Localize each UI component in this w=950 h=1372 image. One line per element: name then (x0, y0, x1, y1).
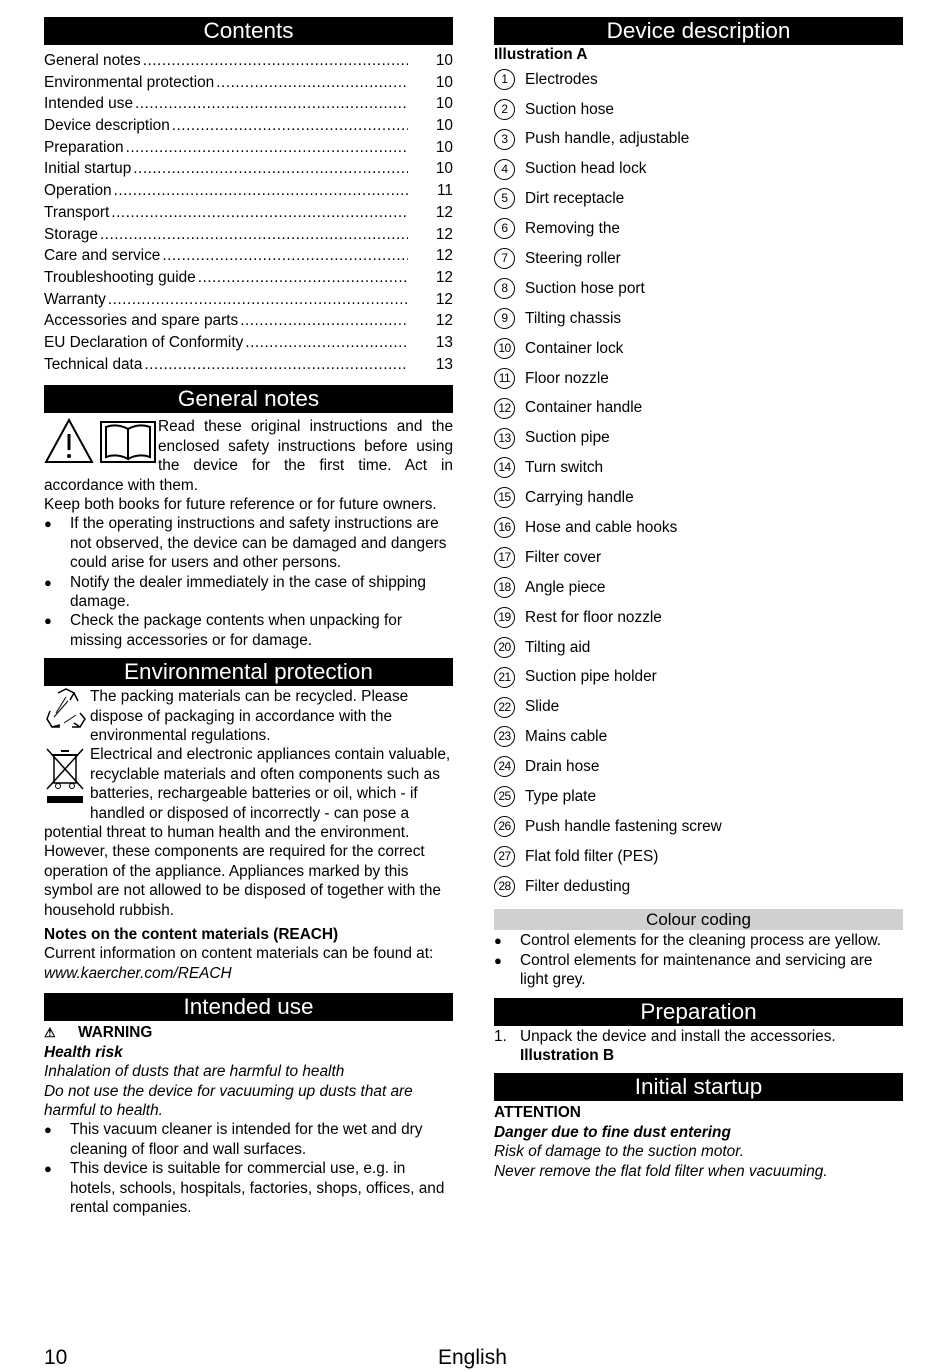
toc-entry-title: Transport (44, 202, 111, 224)
part-item (494, 573, 903, 603)
toc-entry-page: 13 (435, 333, 453, 351)
part-label: Suction hose port (525, 279, 645, 297)
startup-line-1: Risk of damage to the suction motor. (494, 1143, 745, 1161)
toc-entry-title: Initial startup (44, 158, 133, 180)
part-number-circle: 21 (494, 667, 515, 688)
part-label: Type plate (525, 788, 597, 806)
toc-entry-title: Warranty (44, 289, 108, 311)
part-item (494, 393, 903, 423)
toc-entry-title: Care and service (44, 245, 162, 267)
part-label: Flat fold filter (PES) (525, 847, 659, 865)
part-label: Electrodes (525, 70, 598, 88)
toc-entry-page: 12 (435, 247, 453, 265)
toc-entry[interactable] (44, 72, 453, 94)
part-number-circle: 8 (494, 278, 515, 299)
toc-entry[interactable] (44, 332, 453, 354)
part-item (494, 304, 903, 334)
page-number: 10 (44, 1346, 68, 1369)
part-number-circle: 15 (494, 487, 515, 508)
part-label: Angle piece (525, 578, 606, 596)
toc-entry-page: 11 (437, 182, 453, 200)
toc-entry-title: Storage (44, 224, 100, 246)
warning-icon: ⚠ (44, 1025, 56, 1041)
toc-entry[interactable] (44, 224, 453, 246)
toc-entry-page: 12 (435, 203, 453, 221)
reach-paragraph: Current information on content materials can be found at: www.kaercher.com/REACH (44, 945, 434, 982)
part-number-circle: 2 (494, 99, 515, 120)
right-column (494, 17, 903, 1181)
part-item (494, 483, 903, 513)
toc-leader-dots (162, 245, 408, 267)
environmental-protection-heading: Environmental protection (44, 658, 453, 686)
toc-leader-dots (240, 310, 408, 332)
warning-label: ⚠ WARNING (44, 1024, 153, 1042)
list-item: ● If the operating instructions and safety instructions are not observed, the device can be damaged and dangers could arise for users and other persons. (44, 515, 447, 572)
part-number-circle: 6 (494, 218, 515, 239)
part-item (494, 662, 903, 692)
part-number-circle: 23 (494, 726, 515, 747)
part-label: Removing the (525, 220, 620, 238)
toc-entry-title: Environmental protection (44, 72, 216, 94)
list-item: ● Control elements for the cleaning process are yellow. (494, 932, 882, 950)
part-label: Carrying handle (525, 489, 634, 507)
part-number-circle: 19 (494, 607, 515, 628)
list-item: ● This device is suitable for commercial use, e.g. in hotels, schools, hospitals, factories, shops, offices, and rental companies. (44, 1160, 445, 1216)
part-item (494, 632, 903, 662)
left-column (44, 17, 453, 1217)
part-label: Suction pipe (525, 429, 610, 447)
part-label: Slide (525, 698, 560, 716)
part-item (494, 543, 903, 573)
part-item (494, 154, 903, 184)
toc-entry[interactable] (44, 50, 453, 72)
toc-entry-page: 12 (435, 268, 453, 286)
toc-entry[interactable] (44, 202, 453, 224)
part-label: Tilting aid (525, 638, 591, 656)
part-label: Steering roller (525, 249, 621, 267)
initial-startup-heading: Initial startup (494, 1073, 903, 1101)
toc-entry-page: 12 (435, 290, 453, 308)
part-number-circle: 18 (494, 577, 515, 598)
toc-entry-page: 12 (435, 225, 453, 243)
part-label: Hose and cable hooks (525, 519, 678, 536)
part-number-circle: 10 (494, 338, 515, 359)
toc-entry[interactable] (44, 137, 453, 159)
toc-leader-dots (108, 289, 408, 311)
footer-language: English (438, 1346, 507, 1369)
recycling-icon (44, 687, 90, 735)
part-number-circle: 26 (494, 816, 515, 837)
part-item (494, 752, 903, 782)
device-description-heading: Device description (494, 17, 903, 45)
toc-leader-dots (198, 267, 408, 289)
part-number-circle: 25 (494, 786, 515, 807)
toc-leader-dots (172, 115, 408, 137)
reach-heading: Notes on the content materials (REACH) (44, 926, 339, 944)
part-item (494, 782, 903, 812)
toc-leader-dots (245, 332, 408, 354)
list-item: ● This vacuum cleaner is intended for the wet and dry cleaning of floor and wall surfaces. (44, 1121, 423, 1158)
toc-entry[interactable] (44, 267, 453, 289)
part-label: Push handle, adjustable (525, 130, 690, 148)
toc-entry-title: General notes (44, 50, 143, 72)
toc-entry[interactable] (44, 115, 453, 137)
part-item (494, 602, 903, 632)
risk-line-1: Inhalation of dusts that are harmful to health (44, 1063, 345, 1081)
part-label: Filter cover (525, 548, 602, 566)
table-of-contents (44, 50, 453, 375)
toc-leader-dots (114, 180, 408, 202)
toc-entry-title: Intended use (44, 93, 135, 115)
part-label: Turn switch (525, 459, 604, 477)
toc-entry[interactable] (44, 158, 453, 180)
part-item (494, 363, 903, 393)
toc-entry-title: EU Declaration of Conformity (44, 332, 245, 354)
part-item (494, 244, 903, 274)
part-number-circle: 5 (494, 188, 515, 209)
weee-crossed-bin-icon (44, 745, 90, 809)
part-label: Container handle (525, 399, 643, 417)
part-label: Filter dedusting (525, 877, 631, 895)
part-number-circle: 17 (494, 547, 515, 568)
toc-entry-title: Technical data (44, 354, 144, 376)
part-item (494, 453, 903, 483)
toc-leader-dots (216, 72, 408, 94)
toc-entry-page: 13 (435, 355, 453, 373)
colour-coding-heading: Colour coding (494, 909, 903, 930)
part-label: Suction head lock (525, 160, 647, 178)
part-item (494, 184, 903, 214)
toc-leader-dots (143, 50, 408, 72)
part-number-circle: 12 (494, 398, 515, 419)
toc-leader-dots (133, 158, 408, 180)
part-label: Container lock (525, 339, 624, 357)
part-number-circle: 20 (494, 637, 515, 658)
part-number-circle: 28 (494, 876, 515, 897)
toc-entry-page: 10 (435, 73, 453, 91)
toc-entry[interactable] (44, 93, 453, 115)
preparation-step: 1. Unpack the device and install the accessories. Illustration B (494, 1027, 836, 1064)
part-item (494, 214, 903, 244)
general-notes-intro: Read these original instructions and the enclosed safety instructions before using the device for the first time. Act in accordance with them. (44, 418, 453, 494)
toc-entry-title: Preparation (44, 137, 126, 159)
toc-leader-dots (126, 137, 408, 159)
part-item (494, 812, 903, 842)
part-number-circle: 3 (494, 129, 515, 150)
illustration-a-label: Illustration A (494, 46, 588, 63)
toc-leader-dots (111, 202, 408, 224)
list-item: ● Check the package contents when unpacking for missing accessories or for damage. (44, 612, 402, 649)
part-item (494, 94, 903, 124)
part-number-circle: 16 (494, 517, 515, 538)
contents-heading: Contents (44, 17, 453, 45)
part-label: Push handle fastening screw (525, 817, 722, 835)
part-label: Drain hose (525, 758, 600, 776)
part-label: Suction pipe holder (525, 668, 657, 686)
part-item (494, 423, 903, 453)
part-item (494, 333, 903, 363)
part-label: Mains cable (525, 728, 608, 746)
environmental-protection-section (44, 687, 453, 983)
toc-entry-page: 12 (435, 312, 453, 330)
part-label: Rest for floor nozzle (525, 608, 662, 626)
toc-entry[interactable] (44, 289, 453, 311)
toc-leader-dots (100, 224, 408, 246)
list-item: ● Notify the dealer immediately in the case of shipping damage. (44, 573, 426, 610)
part-number-circle: 9 (494, 308, 515, 329)
toc-entry-page: 10 (435, 138, 453, 156)
startup-line-2: Never remove the flat fold filter when vacuuming. (494, 1162, 828, 1180)
intended-use-heading: Intended use (44, 993, 453, 1021)
part-number-circle: 4 (494, 159, 515, 180)
danger-title: Danger due to fine dust entering (494, 1123, 731, 1141)
intended-use-section (44, 1023, 453, 1217)
part-item (494, 124, 903, 154)
part-number-circle: 22 (494, 697, 515, 718)
toc-leader-dots (144, 354, 408, 376)
general-notes-keep: Keep both books for future reference or for future owners. (44, 495, 437, 513)
part-label: Tilting chassis (525, 309, 622, 327)
risk-line-2: Do not use the device for vacuuming up dusts that are harmful to health. (44, 1082, 413, 1119)
preparation-heading: Preparation (494, 998, 903, 1026)
general-notes-icons (44, 417, 158, 465)
parts-list (494, 64, 903, 901)
general-notes-heading: General notes (44, 385, 453, 413)
part-number-circle: 7 (494, 248, 515, 269)
part-label: Dirt receptacle (525, 190, 625, 208)
part-label: Suction hose (525, 100, 614, 118)
part-item (494, 692, 903, 722)
risk-title: Health risk (44, 1043, 123, 1061)
weee-text: Electrical and electronic appliances contain valuable, recyclable materials and often components such as batteries, rechargeable batteries or oil, which - if handled or disposed of incorrectly - can pose a potential threat to human health and the environment. However, these components are required for the correct operation of the appliance. Appliances marked by this symbol are not allowed to be disposed of together with the household rubbish. (44, 746, 451, 919)
toc-entry[interactable] (44, 180, 453, 202)
recycle-text: The packing materials can be recycled. Please dispose of packaging in accordance with the environmental regulations. (90, 688, 409, 744)
toc-entry-title: Accessories and spare parts (44, 310, 240, 332)
part-item (494, 722, 903, 752)
warning-read-manual-icon (44, 417, 158, 465)
general-notes-section (44, 417, 453, 650)
reach-link[interactable]: www.kaercher.com/REACH (44, 964, 232, 982)
part-label: Floor nozzle (525, 369, 609, 387)
toc-entry[interactable] (44, 310, 453, 332)
toc-entry[interactable] (44, 354, 453, 376)
part-number-circle: 1 (494, 69, 515, 90)
toc-entry-title: Troubleshooting guide (44, 267, 198, 289)
part-item (494, 871, 903, 901)
toc-entry-page: 10 (435, 117, 453, 135)
attention-label: ATTENTION (494, 1104, 581, 1122)
list-item: ● Control elements for maintenance and servicing are light grey. (494, 951, 873, 989)
toc-entry-title: Operation (44, 180, 114, 202)
toc-entry-page: 10 (435, 160, 453, 178)
part-item (494, 513, 903, 543)
part-number-circle: 24 (494, 756, 515, 777)
toc-leader-dots (135, 93, 408, 115)
toc-entry-title: Device description (44, 115, 172, 137)
part-item (494, 842, 903, 872)
part-number-circle: 11 (494, 368, 515, 389)
part-number-circle: 14 (494, 457, 515, 478)
toc-entry[interactable] (44, 245, 453, 267)
part-item (494, 64, 903, 94)
toc-entry-page: 10 (435, 52, 453, 69)
part-item (494, 274, 903, 304)
part-number-circle: 27 (494, 846, 515, 867)
part-number-circle: 13 (494, 428, 515, 449)
toc-entry-page: 10 (435, 95, 453, 113)
